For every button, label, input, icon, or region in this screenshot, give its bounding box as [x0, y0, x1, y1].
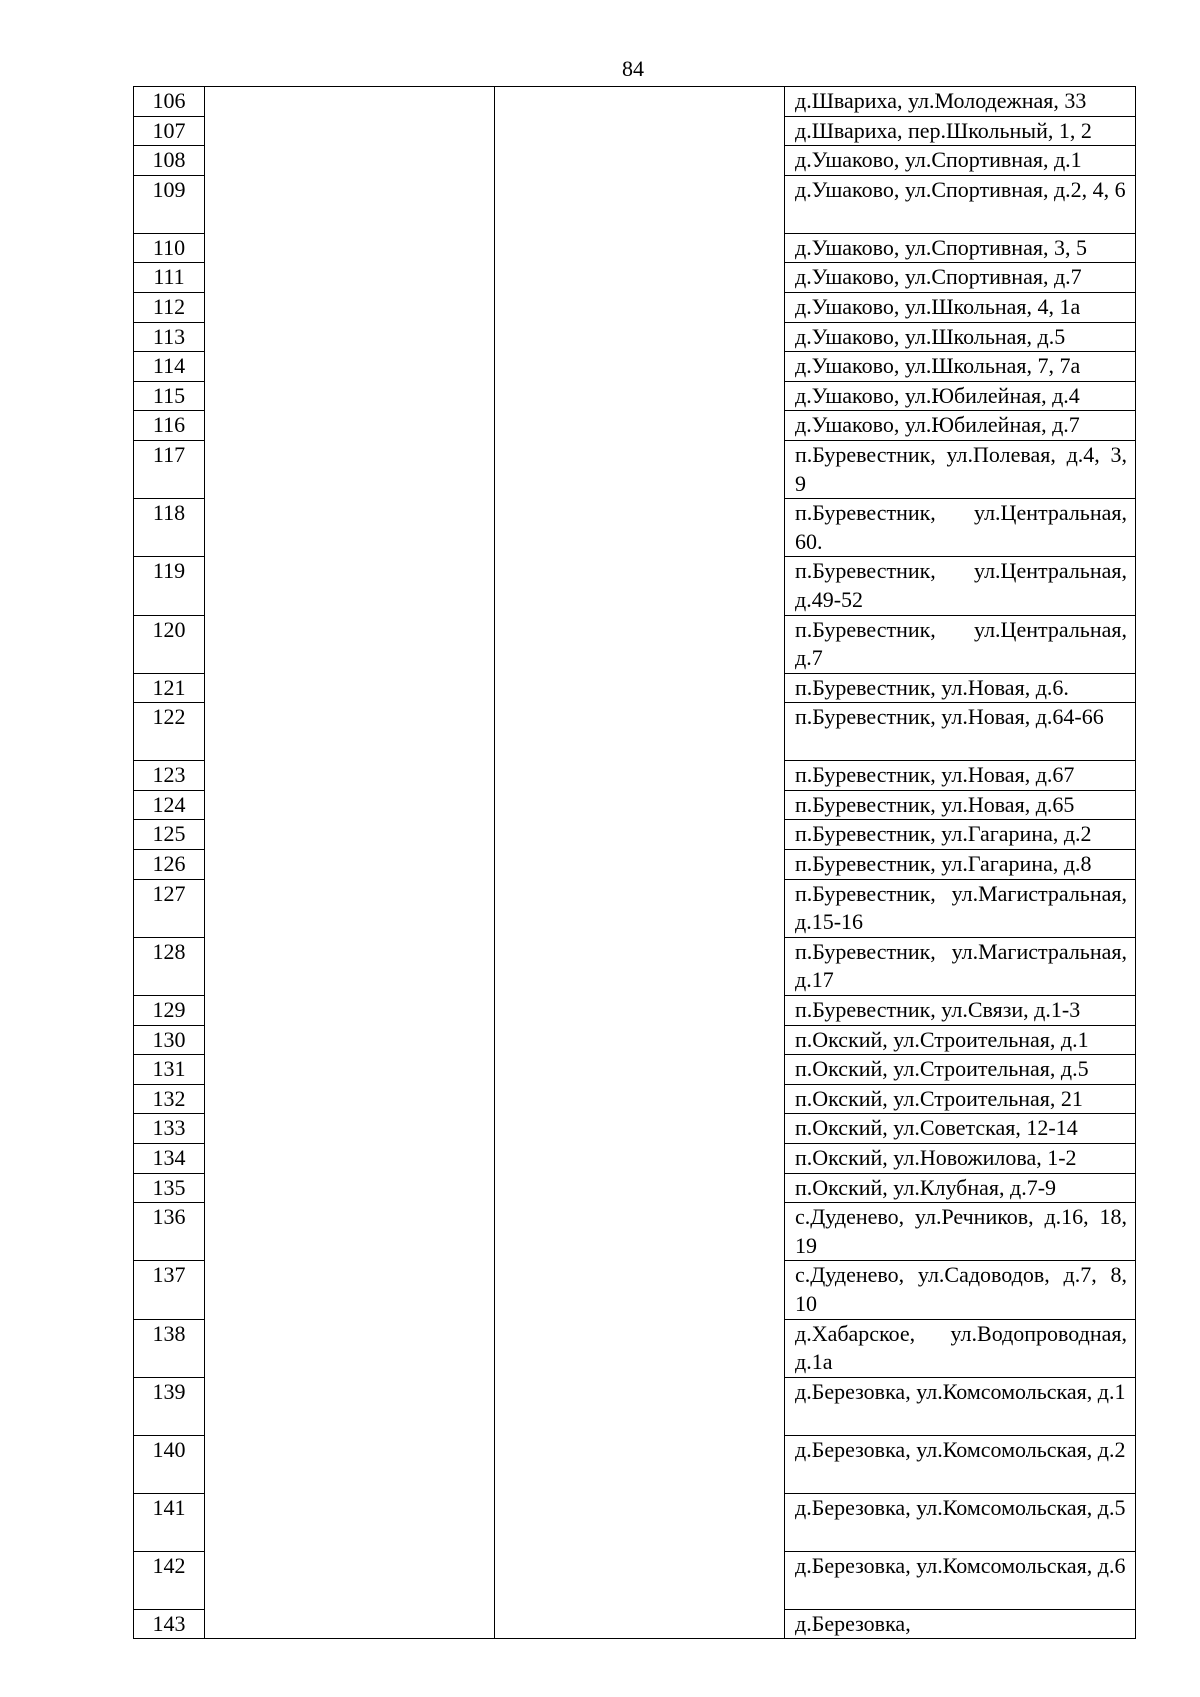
address-cell: д.Швариха, ул.Молодежная, 33	[785, 87, 1136, 117]
address-cell: п.Буревестник, ул.Магистральная, д.15-16	[785, 879, 1136, 937]
address-table-wrapper	[133, 86, 1136, 1639]
address-cell: д.Хабарское, ул.Водопроводная, д.1а	[785, 1319, 1136, 1377]
address-cell: п.Окский, ул.Клубная, д.7-9	[785, 1173, 1136, 1203]
row-number: 120	[134, 615, 205, 673]
address-cell: д.Ушаково, ул.Спортивная, 3, 5	[785, 233, 1136, 263]
address-cell: д.Швариха, пер.Школьный, 1, 2	[785, 116, 1136, 146]
address-cell: п.Буревестник, ул.Центральная, 60.	[785, 499, 1136, 557]
address-cell: д.Ушаково, ул.Школьная, 4, 1а	[785, 292, 1136, 322]
row-number: 112	[134, 292, 205, 322]
row-number: 141	[134, 1493, 205, 1551]
row-number: 107	[134, 116, 205, 146]
address-cell: п.Окский, ул.Советская, 12-14	[785, 1114, 1136, 1144]
row-number: 113	[134, 322, 205, 352]
address-cell: п.Буревестник, ул.Полевая, д.4, 3, 9	[785, 440, 1136, 498]
address-cell: д.Ушаково, ул.Юбилейная, д.7	[785, 411, 1136, 441]
row-number: 118	[134, 499, 205, 557]
row-number: 132	[134, 1084, 205, 1114]
address-cell: д.Березовка,	[785, 1609, 1136, 1639]
row-number: 116	[134, 411, 205, 441]
table-row	[134, 87, 1136, 117]
row-number: 111	[134, 263, 205, 293]
row-number: 119	[134, 557, 205, 615]
row-number: 109	[134, 175, 205, 233]
row-number: 129	[134, 996, 205, 1026]
row-number: 130	[134, 1025, 205, 1055]
row-number: 128	[134, 937, 205, 995]
page-number: 84	[622, 56, 644, 81]
address-cell: д.Березовка, ул.Комсомольская, д.6	[785, 1551, 1136, 1609]
row-number: 125	[134, 820, 205, 850]
row-number: 115	[134, 381, 205, 411]
row-number: 131	[134, 1055, 205, 1085]
address-cell: д.Ушаково, ул.Спортивная, д.2, 4, 6	[785, 175, 1136, 233]
address-cell: п.Буревестник, ул.Новая, д.64-66	[785, 703, 1136, 761]
row-number: 110	[134, 233, 205, 263]
row-number: 134	[134, 1144, 205, 1174]
table-body	[134, 87, 1136, 1639]
address-cell: п.Окский, ул.Строительная, 21	[785, 1084, 1136, 1114]
row-number: 124	[134, 790, 205, 820]
row-number: 140	[134, 1435, 205, 1493]
address-cell: п.Буревестник, ул.Новая, д.65	[785, 790, 1136, 820]
address-cell: д.Березовка, ул.Комсомольская, д.1	[785, 1377, 1136, 1435]
row-number: 117	[134, 440, 205, 498]
address-cell: с.Дуденево, ул.Речников, д.16, 18, 19	[785, 1203, 1136, 1261]
row-number: 127	[134, 879, 205, 937]
address-cell: д.Ушаково, ул.Школьная, 7, 7а	[785, 352, 1136, 382]
row-number: 133	[134, 1114, 205, 1144]
address-cell: п.Окский, ул.Новожилова, 1-2	[785, 1144, 1136, 1174]
address-cell: п.Окский, ул.Строительная, д.5	[785, 1055, 1136, 1085]
empty-column-a	[205, 87, 495, 1639]
address-cell: д.Ушаково, ул.Спортивная, д.7	[785, 263, 1136, 293]
empty-column-b	[495, 87, 785, 1639]
address-cell: д.Березовка, ул.Комсомольская, д.2	[785, 1435, 1136, 1493]
row-number: 108	[134, 146, 205, 176]
row-number: 142	[134, 1551, 205, 1609]
address-cell: д.Березовка, ул.Комсомольская, д.5	[785, 1493, 1136, 1551]
address-cell: п.Буревестник, ул.Гагарина, д.8	[785, 850, 1136, 880]
row-number: 136	[134, 1203, 205, 1261]
row-number: 106	[134, 87, 205, 117]
address-cell: п.Окский, ул.Строительная, д.1	[785, 1025, 1136, 1055]
row-number: 114	[134, 352, 205, 382]
row-number: 135	[134, 1173, 205, 1203]
address-cell: п.Буревестник, ул.Новая, д.67	[785, 761, 1136, 791]
row-number: 126	[134, 850, 205, 880]
address-cell: д.Ушаково, ул.Спортивная, д.1	[785, 146, 1136, 176]
row-number: 143	[134, 1609, 205, 1639]
row-number: 121	[134, 673, 205, 703]
address-cell: п.Буревестник, ул.Центральная, д.7	[785, 615, 1136, 673]
row-number: 122	[134, 703, 205, 761]
row-number: 123	[134, 761, 205, 791]
row-number: 137	[134, 1261, 205, 1319]
address-cell: п.Буревестник, ул.Магистральная, д.17	[785, 937, 1136, 995]
address-cell: с.Дуденево, ул.Садоводов, д.7, 8, 10	[785, 1261, 1136, 1319]
address-cell: д.Ушаково, ул.Школьная, д.5	[785, 322, 1136, 352]
row-number: 138	[134, 1319, 205, 1377]
address-cell: п.Буревестник, ул.Гагарина, д.2	[785, 820, 1136, 850]
address-cell: д.Ушаково, ул.Юбилейная, д.4	[785, 381, 1136, 411]
row-number: 139	[134, 1377, 205, 1435]
address-table	[133, 86, 1136, 1639]
address-cell: п.Буревестник, ул.Центральная, д.49-52	[785, 557, 1136, 615]
address-cell: п.Буревестник, ул.Новая, д.6.	[785, 673, 1136, 703]
address-cell: п.Буревестник, ул.Связи, д.1-3	[785, 996, 1136, 1026]
